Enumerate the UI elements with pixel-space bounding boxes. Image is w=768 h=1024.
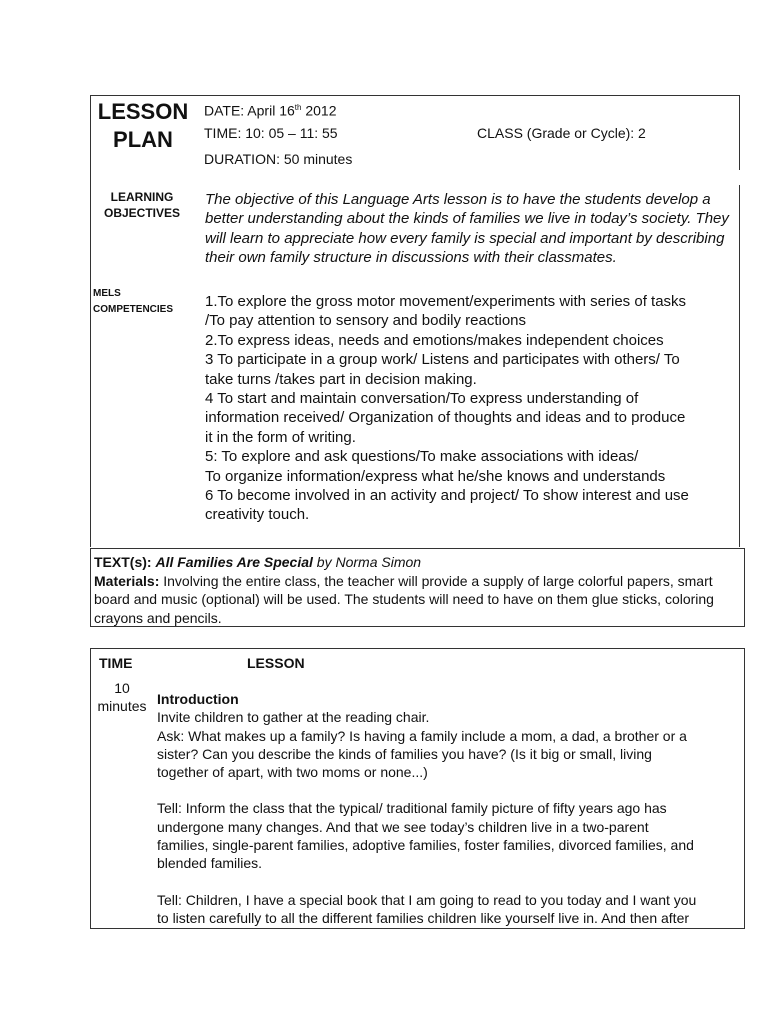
competency-line: take turns /takes part in decision making. — [205, 370, 477, 388]
lesson-line: Tell: Inform the class that the typical/ traditional family picture of fifty years ago has — [157, 800, 667, 817]
competencies-list — [205, 292, 735, 525]
label-line: LEARNING — [110, 190, 174, 204]
time-value: 10 — [114, 680, 130, 696]
competency-line: 4 To start and maintain conversation/To express understanding of — [205, 390, 639, 408]
lesson-line: Tell: Children, I have a special book that I am going to read to you today and I want you — [157, 891, 697, 908]
lesson-plan-title — [88, 98, 198, 154]
materials-text: Involving the entire class, the teacher will provide a supply of large colorful papers, smart board and music (optional) will be used. The students will need to have on them glue sticks, coloring crayons and pencils. — [94, 572, 714, 626]
lesson-line: undergone many changes. And that we see today’s children live in a two-parent — [157, 818, 649, 835]
time-column-header: TIME — [99, 655, 133, 671]
texts-line — [94, 553, 742, 572]
learning-objectives-label — [88, 189, 196, 221]
lesson-line: together of apart, with two moms or none...) — [157, 764, 428, 781]
paragraph-gap — [157, 781, 737, 799]
competency-line: 5: To explore and ask questions/To make associations with ideas/ — [205, 448, 639, 466]
lesson-line: Ask: What makes up a family? Is having a family include a mom, a dad, a brother or a — [157, 727, 687, 744]
class-field: CLASS (Grade or Cycle): 2 — [477, 125, 646, 141]
book-title: All Families Are Special — [155, 554, 313, 570]
lesson-line: families, single-parent families, adoptive families, foster families, divorced families, and — [157, 837, 694, 854]
competency-line: it in the form of writing. — [205, 428, 356, 446]
lesson-line: to listen carefully to all the different families children like yourself live in. And then after — [157, 909, 690, 926]
time-unit: minutes — [97, 698, 147, 714]
competency-line: creativity touch. — [205, 506, 310, 524]
competency-line: 3 To participate in a group work/ Listens and participates with others/ To — [205, 351, 680, 369]
label-line: OBJECTIVES — [103, 206, 181, 220]
title-line-2: PLAN — [113, 127, 173, 152]
lesson-line: Invite children to gather at the reading chair. — [157, 709, 430, 726]
lesson-line: sister? Can you describe the kinds of families you have? (Is it big or small, living — [157, 745, 652, 762]
title-line-1: LESSON — [97, 99, 189, 124]
date-suffix: th — [294, 103, 302, 112]
materials-label: Materials: — [94, 572, 160, 589]
date-year: 2012 — [301, 102, 337, 119]
book-author: by Norma Simon — [312, 554, 422, 570]
lesson-column-header: LESSON — [247, 655, 305, 671]
time-cell — [90, 679, 154, 715]
lesson-line: blended families. — [157, 855, 263, 872]
date-field — [204, 96, 337, 123]
label-line: MELS — [93, 288, 121, 299]
time-field: TIME: 10: 05 – 11: 55 — [204, 125, 338, 141]
duration-field: DURATION: 50 minutes — [204, 151, 353, 167]
label-line: COMPETENCIES — [93, 304, 174, 315]
mels-competencies-label — [93, 286, 201, 318]
date-text: DATE: April 16 — [204, 102, 295, 119]
texts-materials-content — [94, 553, 742, 627]
materials-paragraph — [94, 572, 742, 628]
competency-line: 1.To explore the gross motor movement/experiments with series of tasks — [205, 293, 687, 310]
paragraph-gap — [157, 873, 737, 891]
competency-line: 6 To become involved in an activity and project/ To show interest and use — [205, 487, 689, 505]
competency-line: /To pay attention to sensory and bodily reactions — [205, 312, 527, 330]
lesson-content — [157, 690, 737, 927]
texts-label: TEXT(s): — [94, 554, 156, 570]
competency-line: information received/ Organization of thoughts and ideas and to produce — [205, 409, 686, 427]
competency-line: To organize information/express what he/she knows and understands — [205, 467, 666, 485]
objective-text: The objective of this Language Arts lesson is to have the students develop a better understanding about the kinds of families we live in today’s society. They will learn to appreciate how every family is special and important by describing their own family structure in discussions with their classmates. — [205, 191, 729, 267]
competency-line: 2.To express ideas, needs and emotions/makes independent choices — [205, 331, 664, 349]
introduction-heading: Introduction — [157, 691, 239, 707]
